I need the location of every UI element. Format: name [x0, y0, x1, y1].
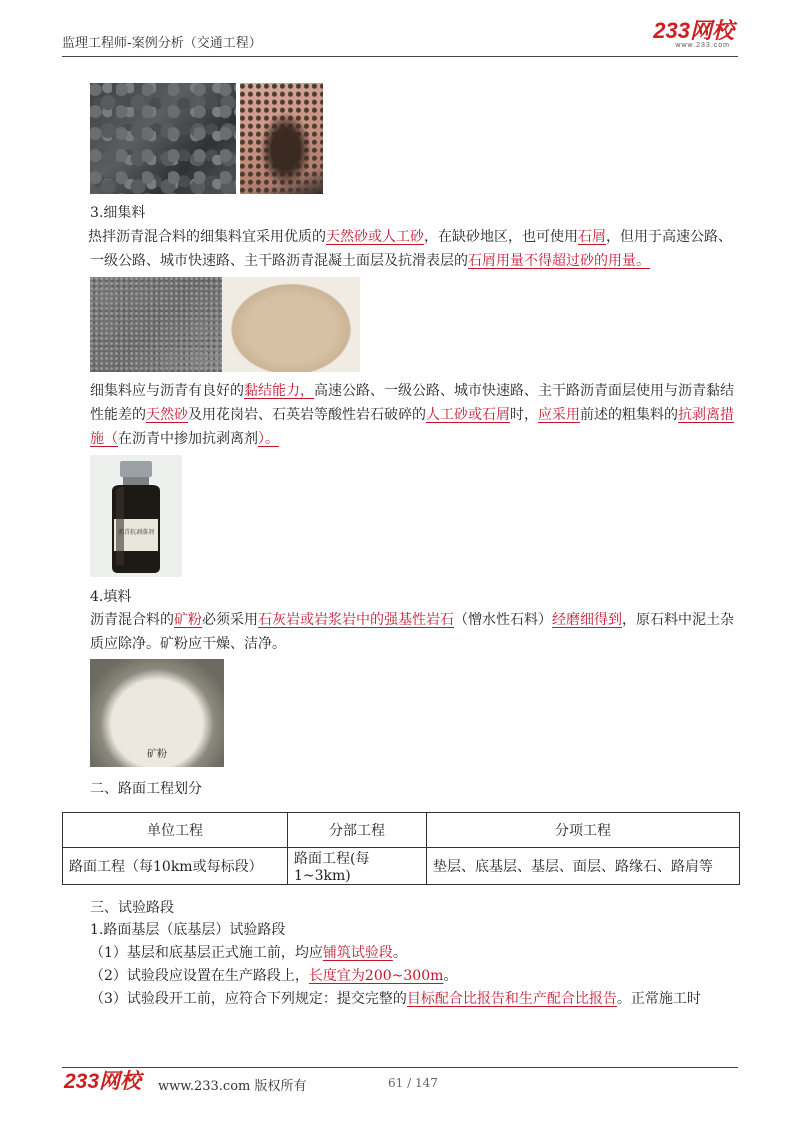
highlight-length: 长度宜为200~300m [308, 968, 444, 984]
highlight-mix-ratio-reports: 目标配合比报告和生产配合比报告 [406, 991, 617, 1007]
mineral-powder-photo [90, 659, 224, 767]
page-number: 61 / 147 [388, 1076, 438, 1090]
subtitle-base-trial: 1.路面基层（底基层）试验路段 [90, 922, 286, 938]
table-cell: 垫层、底基层、基层、面层、路缘石、路肩等 [427, 848, 740, 885]
highlight-chips-limit: 石屑用量不得超过砂的用量。 [468, 253, 650, 269]
table-header-cell: 单位工程 [63, 813, 288, 848]
paragraph-filler: 沥青混合料的矿粉必须采用石灰岩或岩浆岩中的强基性岩石（憎水性石料）经磨细得到，原石料中泥土杂质应除净。矿粉应干燥、洁净。 [90, 612, 734, 652]
highlight-should-adopt: 应采用 [538, 407, 580, 423]
section-title-filler: 4.填料 [90, 589, 132, 605]
highlight-closing: ）。 [258, 431, 279, 447]
trial-item-3: （3）试验段开工前，应符合下列规定：提交完整的目标配合比报告和生产配合比报告。正常施工时 [90, 991, 701, 1007]
table-row [63, 848, 740, 885]
trial-item-2: （2）试验段应设置在生产路段上，长度宜为200~300m。 [90, 968, 458, 984]
logo-url: www.233.com [675, 42, 730, 49]
highlight-bonding-ability: 黏结能力， [244, 383, 314, 399]
logo-chinese: 网校 [689, 18, 734, 43]
footer-logo[interactable] [64, 1071, 141, 1093]
fine-gray-aggregate-photo [90, 277, 222, 372]
highlight-basic-rock: 石灰岩或岩浆岩中的强基性岩石 [258, 612, 454, 628]
highlight-finely-ground: 经磨细得到 [552, 612, 622, 628]
highlight-anti-stripping: 抗剥离措施（ [90, 407, 734, 447]
section-title-division: 二、路面工程划分 [90, 781, 202, 797]
sand-photo [222, 277, 360, 372]
table-header-row [63, 813, 740, 848]
table-cell: 路面工程(每1~3km) [288, 848, 427, 885]
highlight-artificial-sand-or-chips: 人工砂或石屑 [426, 407, 510, 423]
bottle-label: 沥青抗剥落剂 [117, 529, 154, 536]
powder-photo-label: 矿粉 [147, 749, 167, 760]
paragraph-fine-aggregate-2: 细集料应与沥青有良好的黏结能力，高速公路、一级公路、城市快速路、主干路沥青面层使用与沥青黏结性能差的天然砂及用花岗岩、石英岩等酸性岩石破碎的人工砂或石屑时，应采用前述的粗集料的抗剥离措施（在沥青中掺加抗剥离剂）。 [90, 383, 734, 447]
aggregate-in-hand-photo [240, 83, 323, 194]
table-cell: 路面工程（每10km或每标段） [63, 848, 288, 885]
anti-stripping-agent-photo [90, 455, 182, 577]
footer-copyright: www.233.com 版权所有 [158, 1079, 307, 1094]
pavement-division-table [62, 812, 740, 885]
brand-logo[interactable] [653, 20, 734, 42]
footer-logo-number: 233 [64, 1070, 100, 1093]
bottle-illustration [90, 455, 182, 577]
trial-item-1: （1）基层和底基层正式施工前，均应铺筑试验段。 [90, 945, 407, 961]
table-header-cell: 分项工程 [427, 813, 740, 848]
paragraph-fine-aggregate-1: 热拌沥青混合料的细集料宜采用优质的天然砂或人工砂，在缺砂地区，也可使用石屑，但用于高速公路、一级公路、城市快速路、主干路沥青混凝土面层及抗滑表层的石屑用量不得超过砂的用量。 [88, 229, 732, 269]
highlight-trial-section: 铺筑试验段 [322, 945, 393, 961]
document-title: 监理工程师-案例分析（交通工程） [62, 36, 262, 51]
footer-logo-chinese: 网校 [99, 1070, 142, 1093]
highlight-natural-or-artificial-sand: 天然砂或人工砂 [326, 229, 424, 245]
header-divider [62, 56, 738, 57]
coarse-aggregate-photo [90, 83, 236, 194]
section-title-fine-aggregate: 3.细集料 [90, 205, 146, 221]
highlight-mineral-powder: 矿粉 [174, 612, 202, 628]
table-header-cell: 分部工程 [288, 813, 427, 848]
section-title-trial: 三、试验路段 [90, 900, 174, 916]
highlight-stone-chips: 石屑 [578, 229, 606, 245]
logo-number: 233 [653, 18, 690, 43]
footer-divider [62, 1067, 738, 1068]
highlight-natural-sand: 天然砂 [146, 407, 188, 423]
